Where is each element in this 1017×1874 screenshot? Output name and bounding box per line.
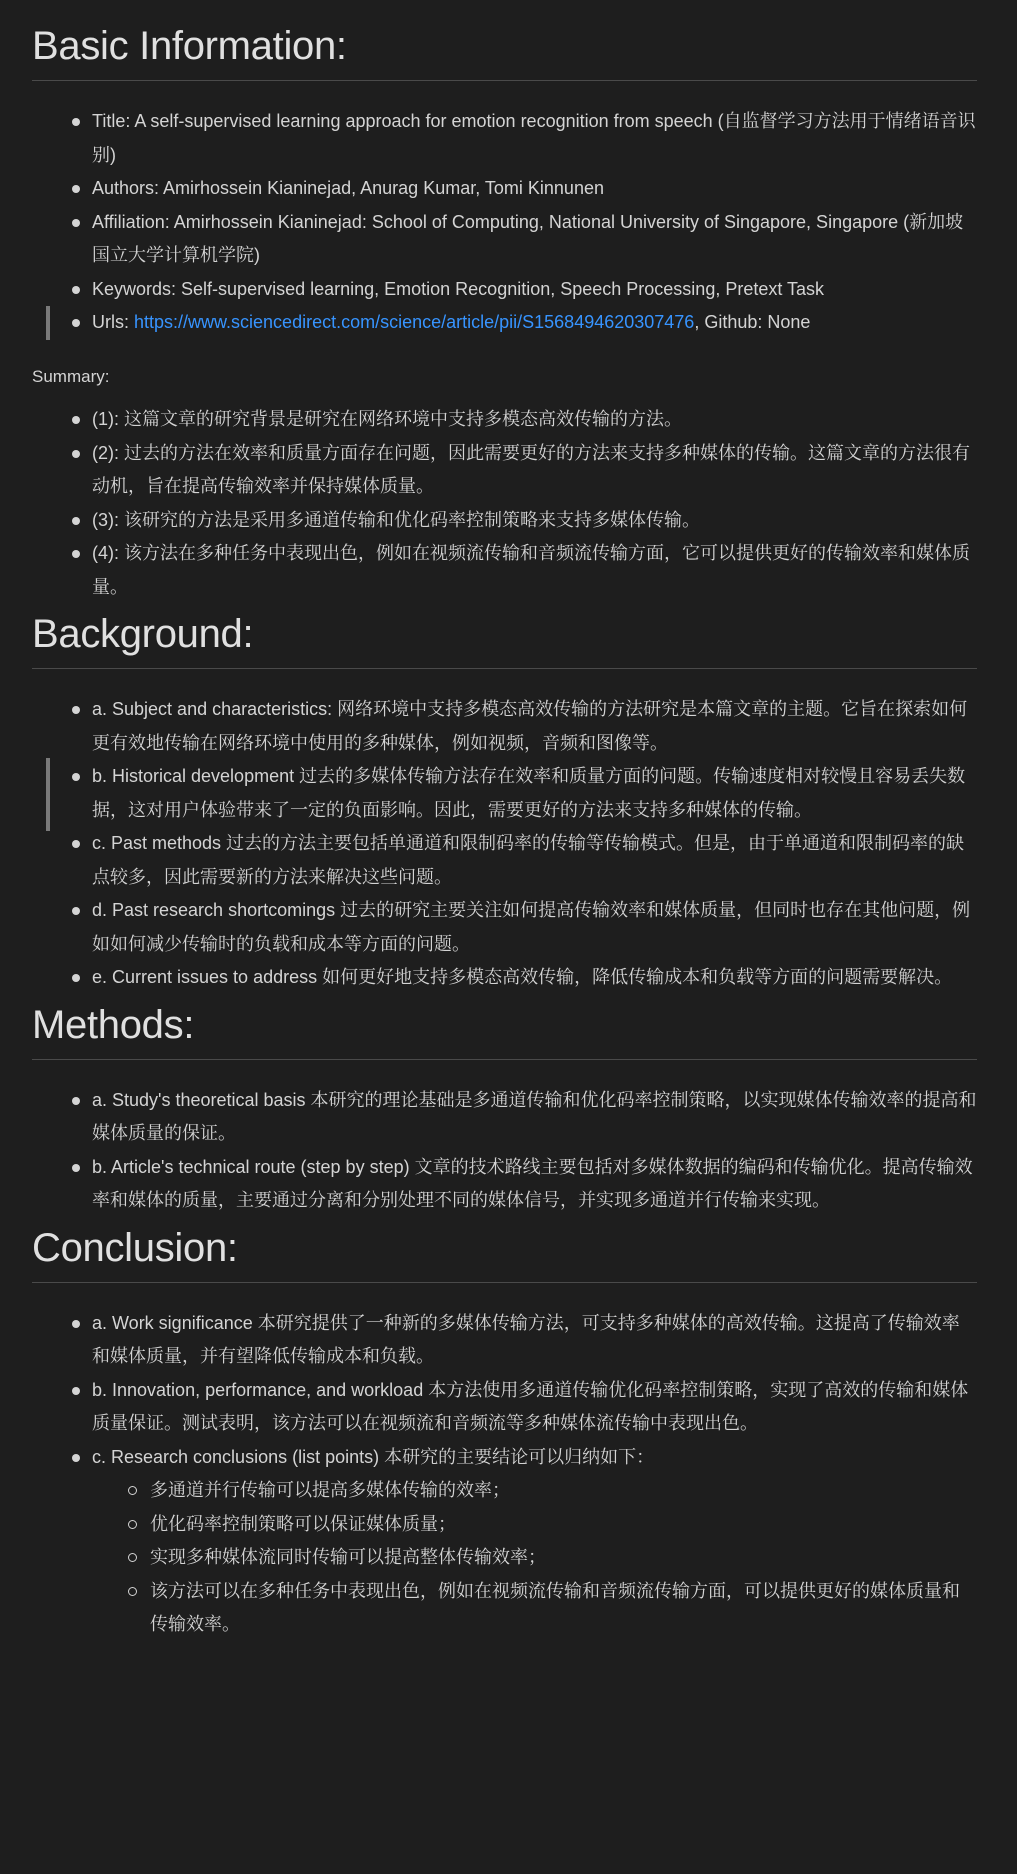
list-item — [92, 760, 977, 827]
bullet-dot-icon — [72, 219, 80, 227]
sub-list-item — [150, 1575, 977, 1642]
bullet-circle-icon — [128, 1587, 137, 1596]
bullet-dot-icon — [72, 1454, 80, 1462]
bullet-dot-icon — [72, 550, 80, 558]
list-item-text: Authors: Amirhossein Kianinejad, Anurag Kumar, Tomi Kinnunen — [92, 178, 604, 198]
list-item-text: c. Research conclusions (list points) 本研究的主要结论可以归纳如下： — [92, 1446, 655, 1467]
list-item-title — [92, 105, 977, 172]
list-item — [92, 1374, 977, 1441]
heading-basic-information: Basic Information: — [32, 0, 977, 81]
bullet-dot-icon — [72, 118, 80, 126]
list-item-text: 实现多种媒体流同时传输可以提高整体传输效率； — [150, 1547, 546, 1567]
markdown-preview — [32, 0, 977, 1642]
bullet-dot-icon — [72, 1320, 80, 1328]
selection-indicator-bar — [46, 758, 50, 831]
bullet-dot-icon — [72, 1387, 80, 1395]
heading-conclusion: Conclusion: — [32, 1224, 977, 1283]
sub-list-item — [150, 1508, 977, 1542]
bullet-dot-icon — [72, 416, 80, 424]
list-item — [92, 693, 977, 760]
list-item-keywords — [92, 273, 977, 307]
bullet-dot-icon — [72, 907, 80, 915]
list-item-affiliation — [92, 206, 977, 273]
basic-info-list — [32, 105, 977, 340]
list-item-authors — [92, 172, 977, 206]
bullet-dot-icon — [72, 974, 80, 982]
list-item — [92, 1151, 977, 1218]
bullet-circle-icon — [128, 1553, 137, 1562]
list-item-text: (4): 该方法在多种任务中表现出色，例如在视频流传输和音频流传输方面，它可以提供更好的传输效率和媒体质量。 — [92, 543, 970, 597]
bullet-circle-icon — [128, 1520, 137, 1529]
list-item — [92, 504, 977, 538]
section-methods — [32, 1001, 977, 1218]
bullet-dot-icon — [72, 706, 80, 714]
bullet-dot-icon — [72, 286, 80, 294]
bullet-dot-icon — [72, 450, 80, 458]
list-item — [92, 961, 977, 995]
sub-list-item — [150, 1541, 977, 1575]
summary-label: Summary: — [32, 366, 110, 386]
list-item-text: Affiliation: Amirhossein Kianinejad: School of Computing, National University of Singapore, Singapore (新加坡国立大学计算机学院) — [92, 211, 964, 265]
list-item-text: e. Current issues to address 如何更好地支持多模态高效传输，降低传输成本和负载等方面的问题需要解决。 — [92, 967, 953, 987]
list-item — [92, 1084, 977, 1151]
list-item — [92, 827, 977, 894]
list-item-text: a. Study's theoretical basis 本研究的理论基础是多通道传输和优化码率控制策略，以实现媒体传输效率的提高和媒体质量的保证。 — [92, 1089, 977, 1143]
section-basic-information — [32, 0, 977, 604]
article-url-link[interactable]: https://www.sciencedirect.com/science/article/pii/S1568494620307476 — [134, 312, 695, 332]
heading-methods: Methods: — [32, 1001, 977, 1060]
bullet-circle-icon — [128, 1486, 137, 1495]
selection-indicator-bar — [46, 306, 50, 340]
sub-list-item — [150, 1474, 977, 1508]
bullet-dot-icon — [72, 773, 80, 781]
section-background — [32, 610, 977, 995]
bullet-dot-icon — [72, 1097, 80, 1105]
background-list — [32, 693, 977, 995]
section-conclusion — [32, 1224, 977, 1642]
github-text: , Github: None — [694, 312, 811, 332]
list-item-text: b. Innovation, performance, and workload 本方法使用多通道传输优化码率控制策略，实现了高效的传输和媒体质量保证。测试表明，该方法可以在视频流和音频流等多种媒体流传输中表现出色。 — [92, 1379, 969, 1433]
list-item-text: d. Past research shortcomings 过去的研究主要关注如何提高传输效率和媒体质量，但同时也存在其他问题，例如如何减少传输时的负载和成本等方面的问题。 — [92, 900, 971, 954]
list-item — [92, 403, 977, 437]
list-item — [92, 437, 977, 504]
list-item — [92, 1307, 977, 1374]
list-item-text: 该方法可以在多种任务中表现出色，例如在视频流传输和音频流传输方面，可以提供更好的媒体质量和传输效率。 — [150, 1580, 960, 1634]
list-item-urls — [92, 306, 977, 340]
list-item-text: b. Article's technical route (step by step) 文章的技术路线主要包括对多媒体数据的编码和传输优化。提高传输效率和媒体的质量，主要通过分离和分别处理不同的媒体信号，并实现多通道并行传输来实现。 — [92, 1156, 973, 1210]
list-item — [92, 537, 977, 604]
conclusion-list — [32, 1307, 977, 1642]
list-item-text: (2): 过去的方法在效率和质量方面存在问题，因此需要更好的方法来支持多种媒体的传输。这篇文章的方法很有动机，旨在提高传输效率并保持媒体质量。 — [92, 442, 970, 496]
list-item-text: b. Historical development 过去的多媒体传输方法存在效率和质量方面的问题。传输速度相对较慢且容易丢失数据，这对用户体验带来了一定的负面影响。因此，需要更好的方法来支持多种媒体的传输。 — [92, 766, 966, 820]
methods-list — [32, 1084, 977, 1218]
list-item-text: c. Past methods 过去的方法主要包括单通道和限制码率的传输等传输模式。但是，由于单通道和限制码率的缺点较多，因此需要新的方法来解决这些问题。 — [92, 833, 965, 887]
bullet-dot-icon — [72, 517, 80, 525]
urls-label: Urls: — [92, 312, 134, 332]
list-item-text: Title: A self-supervised learning approach for emotion recognition from speech (自监督学习方法用于情绪语音识别) — [92, 111, 976, 165]
heading-background: Background: — [32, 610, 977, 669]
bullet-dot-icon — [72, 1164, 80, 1172]
list-item-text: (3): 该研究的方法是采用多通道传输和优化码率控制策略来支持多媒体传输。 — [92, 509, 700, 530]
list-item-text: a. Work significance 本研究提供了一种新的多媒体传输方法，可支持多种媒体的高效传输。这提高了传输效率和媒体质量，并有望降低传输成本和负载。 — [92, 1312, 960, 1366]
list-item — [92, 1441, 977, 1642]
list-item-text: (1): 这篇文章的研究背景是研究在网络环境中支持多模态高效传输的方法。 — [92, 409, 682, 429]
list-item-text: a. Subject and characteristics: 网络环境中支持多模态高效传输的方法研究是本篇文章的主题。它旨在探索如何更有效地传输在网络环境中使用的多种媒体，例如视频，音频和图像等。 — [92, 699, 968, 753]
bullet-dot-icon — [72, 185, 80, 193]
bullet-dot-icon — [72, 319, 80, 327]
list-item — [92, 894, 977, 961]
list-item-text: Keywords: Self-supervised learning, Emotion Recognition, Speech Processing, Pretext Task — [92, 278, 825, 299]
summary-list — [32, 403, 977, 604]
conclusion-sublist — [92, 1474, 977, 1642]
bullet-dot-icon — [72, 840, 80, 848]
list-item-text: 多通道并行传输可以提高多媒体传输的效率； — [150, 1480, 510, 1500]
list-item-text: 优化码率控制策略可以保证媒体质量； — [150, 1513, 456, 1534]
